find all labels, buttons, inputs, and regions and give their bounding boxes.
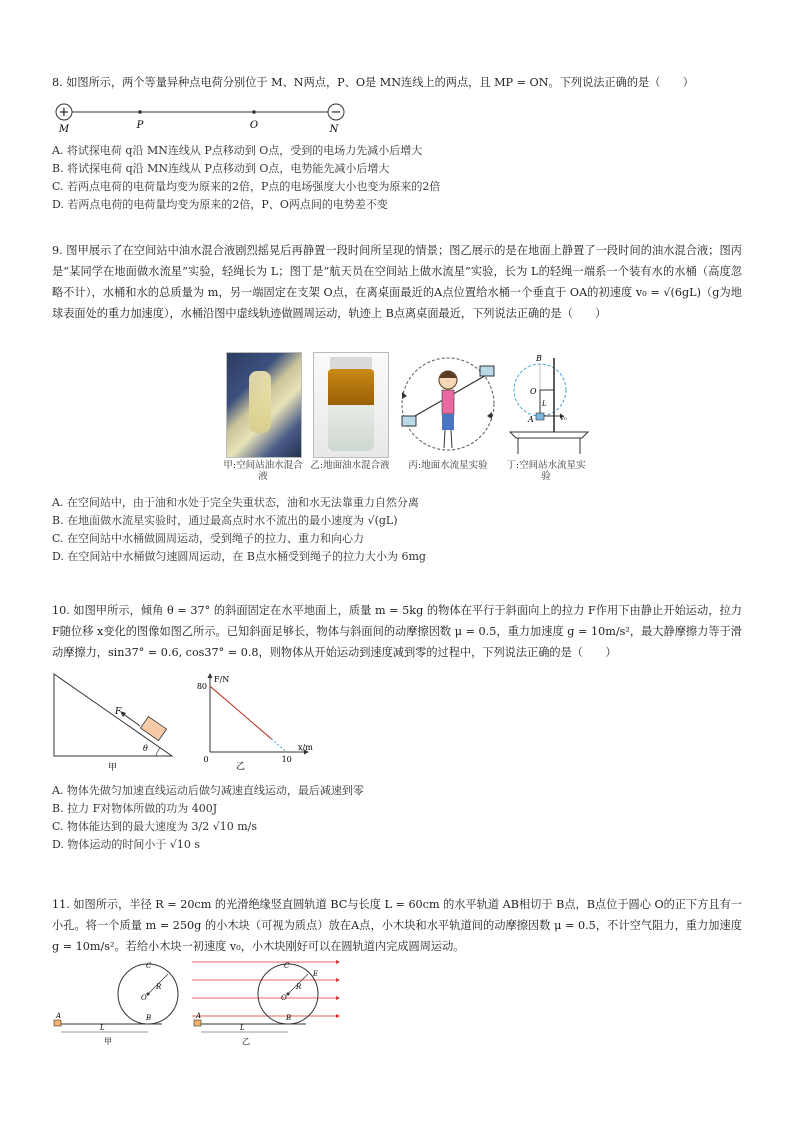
question-11-stem: 11. 如图所示，半径 R = 20cm 的光滑绝缘竖直圆轨道 BC与长度 L = 60cm 的水平轨道 AB相切于 B点，B点位于圆心 O的正下方且有一小孔。将一个质量 m = 250g 的小木块（可视为质点）放在A点，小木块和水平轨道间的动摩擦因数 μ = 0.5，不计空气阻力，重力加速度 g = 10m/s²。若给小木块一初速度 v₀，小木块刚好可以在圆轨道内完成圆周运动。 <box>52 898 742 953</box>
q8-option-a[interactable]: A. 将试探电荷 q沿 MN连线从 P点移动到 O点，受到的电场力先减小后增大 <box>52 144 423 157</box>
figure-11-yi <box>188 952 348 1048</box>
y-axis-label: F/N <box>214 675 230 684</box>
angle-arc <box>156 748 160 756</box>
x-tick-label-10: 10 <box>281 755 292 764</box>
label-yi-10: 乙 <box>236 762 246 772</box>
question-10-stem: 10. 如图甲所示，倾角 θ = 37° 的斜面固定在水平地面上，质量 m = 5kg 的物体在平行于斜面向上的拉力 F作用下由静止开始运动，拉力 F随位移 x变化的图像如图乙所示。已知斜面足够长，物体与斜面间的动摩擦因数 μ = 0.5，重力加速度 g = 10m/s²，最大静摩擦力等于滑动摩擦力，sin37° = 0.6, cos37° = 0.8，则物体从开始运动到速度减到零的过程中，下列说法正确的是（ ） <box>52 604 742 659</box>
field-arrow-1 <box>336 960 340 964</box>
caption-ding: 丁:空间站水流星实验 <box>506 460 586 482</box>
yi-label-R: R <box>296 983 302 991</box>
jia-label-O: O <box>141 994 147 1002</box>
y-tick-label-80: 80 <box>196 682 207 692</box>
q8-option-c[interactable]: C. 若两点电荷的电荷量均变为原来的2倍，P点的电场强度大小也变为原来的2倍 <box>52 180 441 193</box>
ding-label-B: B <box>536 354 542 363</box>
yi-label-L: L <box>240 1024 245 1032</box>
figure-ding-space-water-meteor <box>504 350 590 458</box>
caption-jia: 甲:空间站油水混合液 <box>223 460 303 482</box>
figure-10-fx-chart <box>196 672 326 772</box>
q8-option-b[interactable]: B. 将试探电荷 q沿 MN连线从 P点移动到 O点，电势能先减小后增大 <box>52 162 390 175</box>
label-O: O <box>249 120 259 131</box>
plus-sign: + <box>58 105 70 120</box>
q9-option-c[interactable]: C. 在空间站中水桶做圆周运动，受到绳子的拉力、重力和向心力 <box>52 532 365 545</box>
yi-label-C: C <box>284 962 290 970</box>
yi-label-B: B <box>286 1014 292 1022</box>
q9-option-b[interactable]: B. 在地面做水流星实验时，通过最高点时水不流出的最小速度为 √(gL) <box>52 514 398 527</box>
y-axis-arrow <box>208 673 213 678</box>
bing-arrow-right <box>487 412 492 419</box>
field-arrow-2 <box>336 978 340 982</box>
x-axis-label: x/m <box>298 743 313 752</box>
question-8-figure <box>52 100 352 136</box>
ding-label-A: A <box>528 415 534 424</box>
point-O <box>252 110 256 114</box>
question-8-stem: 8. 如图所示，两个等量异种点电荷分别位于 M、N两点，P、O是 MN连线上的两点，且 MP = ON。下列说法正确的是（ ） <box>52 76 694 89</box>
ding-label-L: L <box>542 400 547 408</box>
yi-block <box>194 1020 201 1026</box>
question-11 <box>52 894 742 957</box>
jia-label-B: B <box>146 1014 152 1022</box>
yi-label-O: O <box>281 994 287 1002</box>
minus-sign: − <box>330 105 342 120</box>
incline-triangle <box>54 674 172 756</box>
bing-bucket-left <box>402 416 416 426</box>
point-P <box>138 110 142 114</box>
q8-option-d[interactable]: D. 若两点电荷的电荷量均变为原来的2倍，P、O两点间的电势差不变 <box>52 198 388 211</box>
q10-option-b[interactable]: B. 拉力 F对物体所做的功为 400J <box>52 802 218 815</box>
figure-11-jia <box>52 956 182 1046</box>
question-9-stem: 9. 图甲展示了在空间站中油水混合液剧烈摇晃后再静置一段时间所呈现的情景；图乙展示的是在地面上静置了一段时间的油水混合液；图丙是“某同学在地面做水流星”实验，轻绳长为 L；图丁是“航天员在空间站上做水流星”实验，长为 L的轻绳一端系一个装有水的水桶（高度忽略不计），水桶和水的总质量为 m，另一端固定在支架 O点，在离桌面最近的A点位置给水桶一个垂直于 OA的初速度 v₀ = √(6gL)（g为地球表面处的重力加速度），水桶沿图中虚线轨迹做圆周运动，轨迹上 B点离桌面最近，下列说法正确的是（ ） <box>52 244 742 320</box>
ding-bucket <box>536 413 544 420</box>
jia-block <box>54 1020 61 1026</box>
q10-option-a[interactable]: A. 物体先做匀加速直线运动后做匀减速直线运动，最后减速到零 <box>52 784 364 797</box>
bing-person-hair <box>439 371 457 378</box>
q9-option-d[interactable]: D. 在空间站中水桶做匀速圆周运动，在 B点水桶受到绳子的拉力大小为 6mg <box>52 550 426 563</box>
label-N: N <box>329 124 339 135</box>
label-jia-10: 甲 <box>108 763 118 773</box>
bing-leg-l <box>444 430 445 448</box>
bing-arrow-left <box>402 392 407 399</box>
bing-person-body <box>442 390 454 414</box>
force-F-arrow <box>122 713 140 726</box>
label-P: P <box>136 120 144 131</box>
fx-segment-1 <box>271 739 286 752</box>
yi-label-A: A <box>196 1012 202 1020</box>
figure-bing-ground-water-meteor <box>398 352 498 458</box>
question-8-options <box>52 142 742 214</box>
bing-leg-r <box>451 430 452 448</box>
q9-option-a[interactable]: A. 在空间站中，由于油和水处于完全失重状态，油和水无法靠重力自然分离 <box>52 496 419 509</box>
field-arrow-4 <box>336 1014 340 1018</box>
label-F: F <box>115 707 122 717</box>
jia-label-R: R <box>156 983 162 991</box>
question-10 <box>52 600 742 663</box>
ding-label-v0: v₀ <box>560 414 567 422</box>
figure-10-incline <box>52 670 186 774</box>
field-arrow-3 <box>336 996 340 1000</box>
yi-label-E: E <box>313 970 319 978</box>
label-theta: θ <box>143 744 148 753</box>
ding-label-O: O <box>530 387 537 396</box>
jia-caption: 甲 <box>104 1037 112 1046</box>
caption-yi: 乙:地面油水混合液 <box>310 460 390 471</box>
question-8 <box>52 72 742 93</box>
jia-label-A: A <box>56 1012 62 1020</box>
q10-option-d[interactable]: D. 物体运动的时间小于 √10 s <box>52 838 201 851</box>
jia-label-L: L <box>100 1024 105 1032</box>
x-tick-label-0: 0 <box>203 755 209 764</box>
question-9 <box>52 240 742 324</box>
caption-bing: 丙:地面水流星实验 <box>408 460 488 471</box>
ding-table-top <box>510 432 588 438</box>
bing-person-skirt <box>442 414 454 430</box>
bing-bucket-right <box>480 366 494 376</box>
yi-caption: 乙 <box>242 1037 250 1046</box>
fx-segment-0 <box>210 686 271 739</box>
photo-yi-ground-oil-water <box>313 352 389 458</box>
question-9-options <box>52 494 742 566</box>
q10-option-c[interactable]: C. 物体能达到的最大速度为 3/2 √10 m/s <box>52 820 257 833</box>
label-M: M <box>58 124 70 135</box>
jia-label-C: C <box>146 962 152 970</box>
photo-jia-space-oil-water <box>226 352 302 458</box>
question-10-options <box>52 782 742 854</box>
